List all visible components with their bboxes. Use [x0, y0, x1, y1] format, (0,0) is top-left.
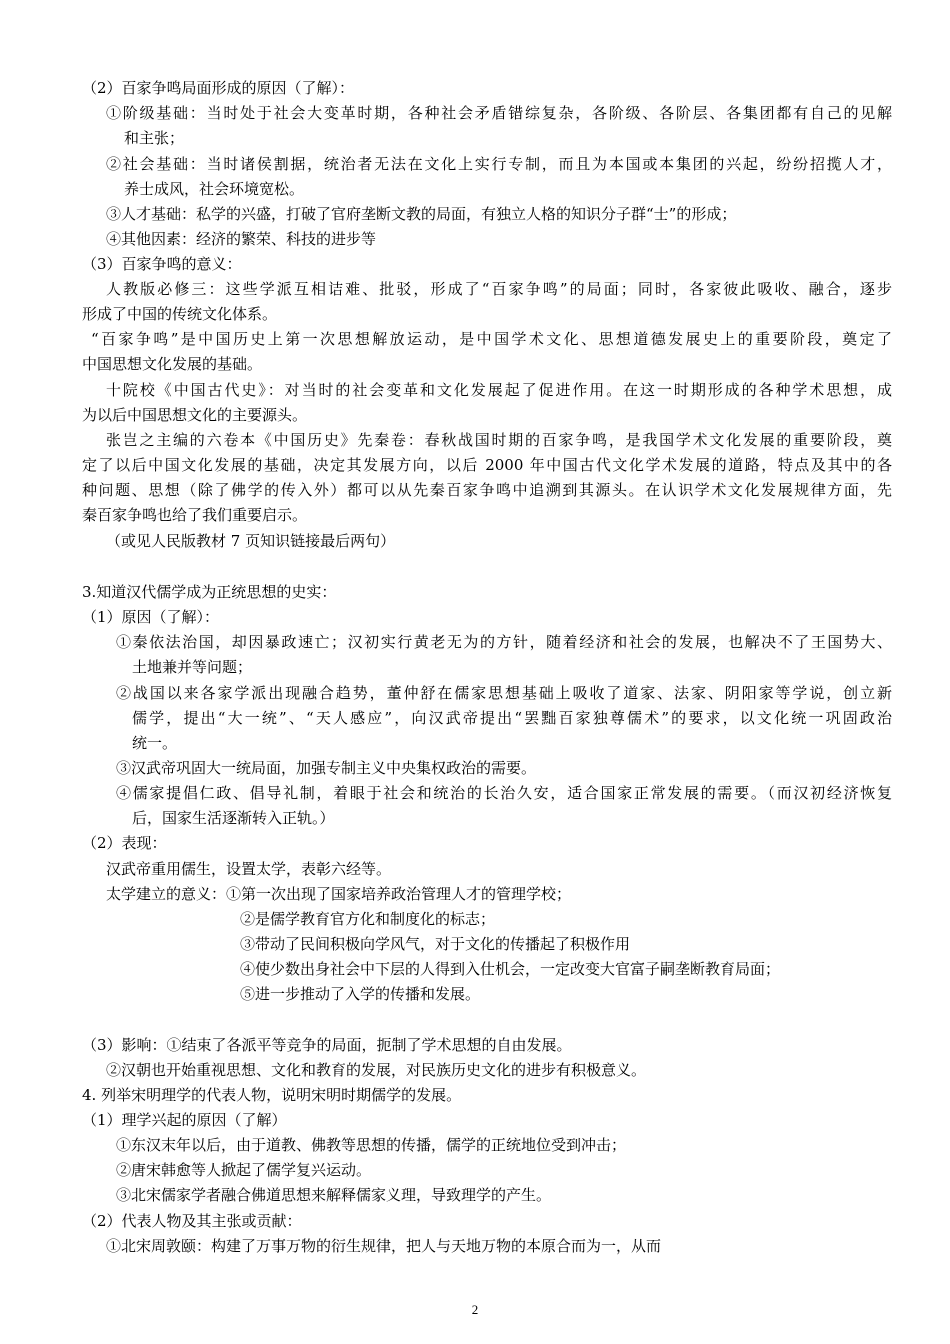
text-line: ②唐宋韩愈等人掀起了儒学复兴运动。 [116, 1161, 372, 1179]
text-line: （2）代表人物及其主张或贡献： [82, 1212, 302, 1230]
text-line: （2）表现： [82, 834, 167, 852]
text-line: 种问题、思想（除了佛学的传入外）都可以从先秦百家争鸣中追溯到其源头。在认识学术文化发展规律方面，先 [82, 481, 892, 499]
text-line: ⑤进一步推动了入学的传播和发展。 [240, 985, 481, 1003]
text-line: ③人才基础：私学的兴盛，打破了官府垄断文教的局面，有独立人格的知识分子群“士”的形成； [106, 205, 737, 223]
text-line: （1）原因（了解）： [82, 608, 220, 626]
text-line: “百家争鸣”是中国历史上第一次思想解放运动，是中国学术文化、思想道德发展史上的重要阶段，奠定了 [91, 330, 892, 348]
page-number: 2 [471, 1302, 479, 1317]
text-line: （或见人民版教材 7 页知识链接最后两句） [106, 532, 396, 550]
text-line: 太学建立的意义：①第一次出现了国家培养政治管理人才的管理学校； [106, 885, 572, 903]
text-line: 为以后中国思想文化的主要源头。 [82, 406, 308, 424]
text-line: ②社会基础：当时诸侯割据，统治者无法在文化上实行专制，而且为本国或本集团的兴起，纷纷招揽人才， [106, 155, 892, 173]
text-line: （3）影响：①结束了各派平等竞争的局面，扼制了学术思想的自由发展。 [82, 1036, 572, 1054]
text-line: （2）百家争鸣局面形成的原因（了解）： [82, 79, 355, 97]
text-line: ①秦依法治国，却因暴政速亡；汉初实行黄老无为的方针，随着经济和社会的发展，也解决不了王国势大、 [116, 633, 892, 651]
text-line: 统一。 [132, 734, 178, 752]
text-line: 中国思想文化发展的基础。 [82, 355, 263, 373]
text-line: ②汉朝也开始重视思想、文化和教育的发展，对民族历史文化的进步有积极意义。 [106, 1061, 647, 1079]
text-line: （1）理学兴起的原因（了解） [82, 1111, 287, 1129]
text-line: ②是儒学教育官方化和制度化的标志； [240, 910, 496, 928]
text-line: 汉武帝重用儒生，设置太学，表彰六经等。 [106, 860, 392, 878]
text-line: ③汉武帝巩固大一统局面，加强专制主义中央集权政治的需要。 [116, 759, 537, 777]
text-line: ③北宋儒家学者融合佛道思想来解释儒家义理，导致理学的产生。 [116, 1186, 552, 1204]
text-line: 儒学，提出“大一统”、“天人感应”，向汉武帝提出“罢黜百家独尊儒术”的要求，以文化统一巩固政治 [132, 709, 892, 727]
text-line: ①阶级基础：当时处于社会大变革时期，各种社会矛盾错综复杂，各阶级、各阶层、各集团都有自己的见解 [106, 104, 892, 122]
text-line: 3.知道汉代儒学成为正统思想的史实： [82, 583, 337, 601]
text-line: （3）百家争鸣的意义： [82, 255, 242, 273]
text-line: 土地兼并等问题； [132, 658, 253, 676]
text-line: 定了以后中国文化发展的基础，决定其发展方向，以后 2000 年中国古代文化学术发展的道路，特点及其中的各 [82, 456, 892, 474]
text-line: 后，国家生活逐渐转入正轨。） [132, 809, 335, 827]
text-line: ④儒家提倡仁政、倡导礼制，着眼于社会和统治的长治久安，适合国家正常发展的需要。（而汉初经济恢复 [116, 784, 892, 802]
text-line: 和主张； [124, 129, 185, 147]
text-line: 十院校《中国古代史》：对当时的社会变革和文化发展起了促进作用。在这一时期形成的各种学术思想，成 [106, 381, 892, 399]
text-line: ①北宋周敦颐：构建了万事万物的衍生规律，把人与天地万物的本原合而为一，从而 [106, 1237, 662, 1255]
text-line: 张岂之主编的六卷本《中国历史》先秦卷：春秋战国时期的百家争鸣，是我国学术文化发展的重要阶段，奠 [106, 431, 892, 449]
text-line: ②战国以来各家学派出现融合趋势，董仲舒在儒家思想基础上吸收了道家、法家、阴阳家等学说，创立新 [116, 684, 892, 702]
text-line: ④使少数出身社会中下层的人得到入仕机会，一定改变大官富子嗣垄断教育局面； [240, 960, 781, 978]
text-line: 养士成风，社会环境宽松。 [124, 180, 305, 198]
text-line: 人教版必修三：这些学派互相诘难、批驳，形成了“百家争鸣”的局面；同时，各家彼此吸收、融合，逐步 [106, 280, 892, 298]
text-line: 形成了中国的传统文化体系。 [82, 305, 278, 323]
text-line: ③带动了民间积极向学风气，对于文化的传播起了积极作用 [240, 935, 631, 953]
text-line: ④其他因素：经济的繁荣、科技的进步等 [106, 230, 377, 248]
text-line: 4. 列举宋明理学的代表人物，说明宋明时期儒学的发展。 [82, 1086, 462, 1104]
text-line: ①东汉末年以后，由于道教、佛教等思想的传播，儒学的正统地位受到冲击； [116, 1136, 627, 1154]
text-line: 秦百家争鸣也给了我们重要启示。 [82, 506, 308, 524]
